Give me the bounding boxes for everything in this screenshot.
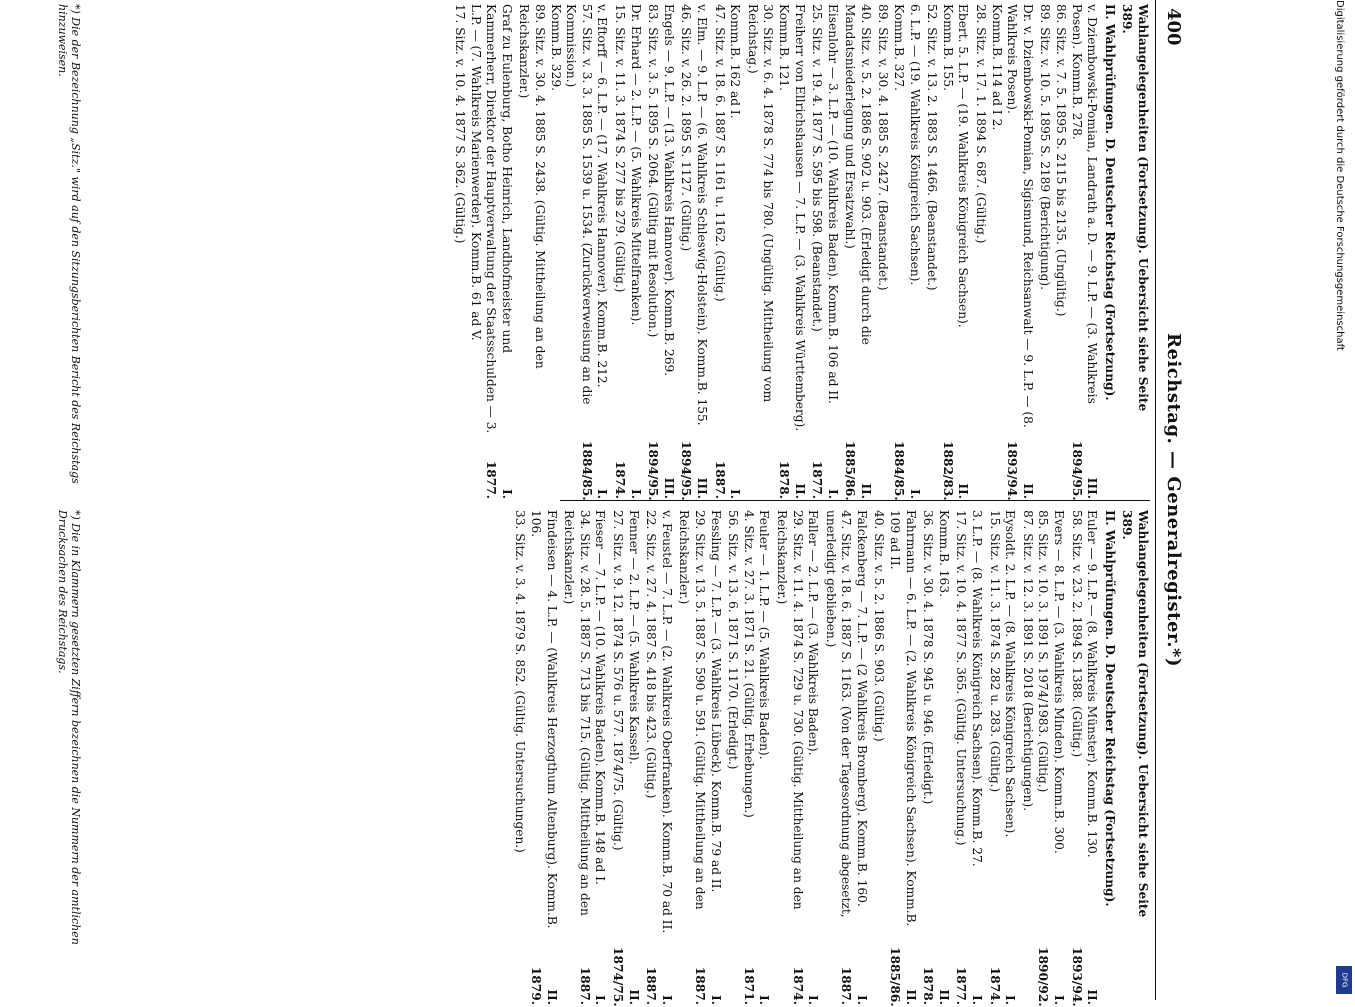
session-reference: II. 1893/94. (1005, 441, 1035, 501)
register-entry (1068, 510, 1099, 1005)
session-reference: II. 1878. (776, 460, 807, 499)
register-entry (676, 510, 723, 1005)
register-entry (842, 4, 873, 499)
entry-text: v. Dziembowski-Pomian, Landrath a. D. — 9. L.P. — (3. Wahlkreis Posen). Komm.B. 278. 86. Sitz. v. 7. 5. 1895 S. 2115 bis 2135. (Ungültig.) 89. Sitz. v. 10. 5. 1895 S. 2189 (Berichtigung). (1038, 4, 1100, 404)
entry-text: Fessling — 7. L.P. — (3. Wahlkreis Lübeck). Komm.B. 79 ad II. 29. Sitz. v. 13. 5. 1887 S. 590 u. 591. (Gültig. Mittheilung an den Reichskanzler.) (677, 510, 723, 910)
entry-text: Graf zu Eulenburg, Botho Heinrich, Landhofmeister und Kammerherr, Direktor der Hauptverwaltung der Staatsschulden — 3. L.P. — (7. Wahlkreis Marienwerder). Komm.B. 61 ad V. 17. Sitz. v. 10. 4. 1877 S. 362. (Gültig.) (453, 4, 514, 434)
session-reference: I. 1877. (954, 966, 985, 1005)
session-reference: I. 1887. (577, 966, 608, 1005)
register-entry (643, 510, 674, 1005)
footnote-left: *) Die der Bezeichnung „Sitz." wird auf den Sitzungsberichten Bericht des Reichstags hinzuweisen. (56, 4, 82, 484)
entry-text: Findeisen — 4. L.P. — (Wahlkreis Herzogthum Altenburg). Komm.B. 106. 33. Sitz. v. 3. 4. 1879 S. 852. (Gültig. Untersuchungen.) (513, 510, 559, 929)
footnote-right: *) Die in Klammern gesetzten Ziffern bezeichnen die Nummern der amtlichen Drucksachen des Reichstags. (56, 510, 82, 945)
entry-text: Komm.B. 163. 36. Sitz. v. 30. 4. 1878 S. 945 u. 946. (Erledigt.) (921, 510, 951, 805)
page-header (1155, 0, 1190, 1000)
register-entry (744, 4, 806, 499)
entry-text: II. Wahlprüfungen. D. Deutscher Reichstag (Fortsetzung). (1102, 510, 1117, 907)
register-entry (953, 510, 984, 1005)
register-entry (986, 510, 1017, 1005)
left-column (449, 4, 1150, 499)
dfg-logo (1336, 966, 1352, 994)
entry-text: Komm.B. 162 ad I. 47. Sitz. v. 18. 6. 1887 S. 1161 u. 1162. (Gültig.) (712, 4, 743, 302)
register-entry (1019, 510, 1066, 1005)
session-reference: II. 1878. (921, 966, 951, 1005)
page-number: 400 (1163, 8, 1184, 46)
entry-text: Fenner — 2. L.P. — (5. Wahlkreis Kassel). 27. Sitz. v. 9. 12. 1874 S. 576 u. 577. 1874/75. (Gültig.) (611, 510, 641, 851)
entry-text: Wahlangelegenheiten (Fortsetzung). Uebersicht siehe Seite 389. (1120, 510, 1150, 918)
register-entry (1119, 4, 1150, 499)
register-entry (678, 4, 709, 499)
register-entry (1101, 510, 1117, 1005)
register-entry (822, 510, 869, 1005)
register-entry (924, 4, 971, 499)
session-reference (1101, 441, 1117, 499)
session-reference (1119, 947, 1150, 1005)
entry-text: Wahlangelegenheiten (Fortsetzung). Uebersicht siehe Seite 389. (1120, 4, 1150, 412)
entry-text: v. Feustel — 7. L.P. — (2. Wahlkreis Oberfranken). Komm.B. 70 ad II. 22. Sitz. v. 27. 4. 1887 S. 418 bis 423. (Gültig.) (644, 510, 674, 934)
entry-text: Feuler — 1. L.P. — (5. Wahlkreis Baden). 4. Sitz. v. 27. 3. 1871 S. 21. (Gültig. Erhebungen.) 56. Sitz. v. 13. 6. 1871 S. 1170. (Erledigt.) (726, 510, 772, 818)
entry-text: Falckenberg — 7. L.P. — (2 Wahlkreis Bromberg). Komm.B. 160. 47. Sitz. v. 18. 6. 1887 S. 1163. (Von der Tagesordnung abgesetzt, unerledigt geblieben.) (823, 510, 869, 918)
session-reference: I. 1887. (692, 966, 723, 1005)
register-entry (773, 510, 820, 1005)
session-reference: I. 1874. (613, 460, 643, 499)
register-entry (711, 4, 742, 499)
entry-text: v. Elm. — 9. L.P. — (6. Wahlkreis Schleswig-Holstein). Komm.B. 155. 46. Sitz. v. 26. 2. 1895 S. 1127. (Gültig.) (679, 4, 709, 426)
session-reference: I. 1874. (987, 966, 1018, 1005)
register-entry (725, 510, 772, 1005)
register-entry (451, 4, 513, 499)
entry-text: Engels — 9. L.P. — (13. Wahlkreis Hannover). Komm.B. 269. 83. Sitz. v. 3. 5. 1895 S. 2064. (Gültig mit Resolution.) (646, 4, 676, 377)
session-reference: I. 1877. (484, 460, 514, 499)
session-reference: I. 1874. (790, 966, 821, 1005)
register-entry (645, 4, 676, 499)
register-entry (1119, 510, 1150, 1005)
entry-text: II. Wahlprüfungen. D. Deutscher Reichstag (Fortsetzung). (1102, 4, 1117, 401)
session-reference: II. 1893/94. (1069, 947, 1100, 1007)
entry-text: Faller — 2. L.P. — (3. Wahlkreis Baden). 29. Sitz. v. 11. 4. 1874 S. 729 u. 730. (Gültig. Mittheilung an den Reichskanzler.) (774, 510, 821, 910)
entry-text: v. Eftorff — 6. L.P. — (17. Wahlkreis Hannover). Komm.B. 212. 57. Sitz. v. 3. 3. 1885 S. 1539 u. 1534. (Zurückverweisung an die Kommission.) Komm.B. 329. 89. Sitz. v. 30. 4. 1885 S. 2438. (Gültig. Mittheilung an den Reichskanzler.) (517, 4, 610, 405)
entry-text: Evers — 8. L.P. — (3. Wahlkreis Minden). Komm.B. 300. 85. Sitz. v. 10. 3. 1891 S. 1974/1983. (Gültig.) 87. Sitz. v. 12. 3. 1891 S. 2018 (Berichtigungen). (1020, 510, 1067, 854)
register-entry (516, 4, 610, 499)
entry-text: Freiherr von Ellrichshausen — 7. L.P. — (3. Wahlkreis Württemberg). Komm.B. 121. 30. Sitz. v. 6. 4. 1878 S. 774 bis 780. (Ungültig. Mittheilung vom Reichstag.) (745, 4, 807, 432)
session-reference: II. 1874/75. (611, 947, 641, 1007)
session-reference: III. 1894/95. (646, 441, 676, 501)
entry-text: Dr. v. Dziembowski-Pomian, Sigismund, Reichsanwalt — 9. L.P. — (8. Wahlkreis Posen). Komm.B. 114 ad I 2. 28. Sitz. v. 17. 1. 1894 S. 687. (Gültig.) (974, 4, 1035, 428)
session-reference: I. 1887. (712, 460, 743, 499)
session-reference: I. 1884/85. (579, 441, 610, 501)
entry-text: Eysoldt. 2. L.P. — (8. Wahlkreis Königreich Sachsen). 15. Sitz. v. 11. 3. 1874 S. 282 u. 283. (Gültig.) (987, 510, 1018, 838)
register-entry (871, 510, 918, 1005)
column-divider (560, 500, 1150, 501)
register-entry (609, 510, 640, 1005)
entry-text: Eisenlohr — 3. L.P. — (10. Wahlkreis Baden). Komm.B. 106 ad II. 25. Sitz. v. 19. 4. 1877 S. 595 bis 598. (Beanstandet.) (810, 4, 840, 404)
session-reference: II. 1885/86. (843, 441, 873, 501)
register-entry (1101, 4, 1117, 499)
session-reference: III. 1894/95. (679, 441, 709, 501)
register-entry (561, 510, 608, 1005)
entry-text: Euler — 9. L.P. — (8. Wahlkreis Münster). Komm.B. 130. 58. Sitz. v. 23. 2. 1894 S. 1388. (Gültig.) (1069, 510, 1100, 858)
entry-text: Fahrmann — 6. L.P. — (2. Wahlkreis Königreich Sachsen). Komm.B. 109 ad II. 40. Sitz. v. 5. 2. 1886 S. 903. (Gültig.) (872, 510, 918, 927)
session-reference: I. 1890/92. (1036, 947, 1067, 1007)
register-entry (1037, 4, 1099, 499)
register-entry (972, 4, 1034, 499)
entry-text: 3. L.P. — (8. Wahlkreis Königreich Sachsen). Komm.B. 27. 17. Sitz. v. 10. 4. 1877 S. 365. (Gültig. Untersuchung.) (954, 510, 985, 867)
entry-text: 40. Sitz. v. 5. 2. 1886 S. 902 u. 903. (Erledigt durch die Mandatsniederlegung und Ersatzwahl.) (843, 4, 873, 345)
dfg-logo-text: DFG (1340, 972, 1348, 988)
session-reference: I. 1877. (810, 460, 840, 499)
entry-text: Dr. Erhard — 2. L.P. — (5. Wahlkreis Mittelfranken). 15. Sitz. v. 11. 3. 1874 S. 277 bis 279. (Gültig.) (613, 4, 643, 326)
session-reference: II. 1879. (529, 966, 559, 1005)
right-column (510, 510, 1150, 1005)
session-reference: II. 1882/83. (940, 441, 971, 501)
page-title: Reichstag. — Generalregister.*) (1163, 333, 1184, 667)
register-entry (809, 4, 840, 499)
session-reference (1119, 441, 1150, 499)
register-entry (875, 4, 922, 499)
entry-text: 6. L.P. — (19. Wahlkreis Königreich Sachsen). Komm.B. 327. 89. Sitz. v. 30. 4. 1885 S. 2427. (Beanstandet.) (876, 4, 922, 291)
register-entry (611, 4, 642, 499)
session-reference: I. 1871. (741, 966, 772, 1005)
session-reference: I. 1887. (644, 966, 674, 1005)
entry-text: Ebert. 5. L.P. — (19. Wahlkreis Königreich Sachsen). Komm.B. 155. 52. Sitz. v. 13. 2. 1883 S. 1466. (Beanstandet.) (925, 4, 971, 328)
session-reference: III. 1894/95. (1069, 441, 1100, 501)
session-reference: I. 1887. (839, 966, 869, 1005)
session-reference: I. 1884/85. (892, 441, 922, 501)
entry-text: Fieser — 7. L.P. — (10. Wahlkreis Baden). Komm.B. 148 ad I. 34. Sitz. v. 28. 5. 1887 S. 713 bis 715. (Gültig. Mittheilung an den Reichskanzler.) (562, 510, 608, 916)
digitization-note: Digitalisierung gefördert durch die Deutsche Forschungsgemeinschaft (1334, 0, 1345, 351)
session-reference (1101, 947, 1117, 1005)
register-entry (920, 510, 951, 1005)
register-entry (512, 510, 559, 1005)
session-reference: II. 1885/86. (888, 947, 918, 1007)
